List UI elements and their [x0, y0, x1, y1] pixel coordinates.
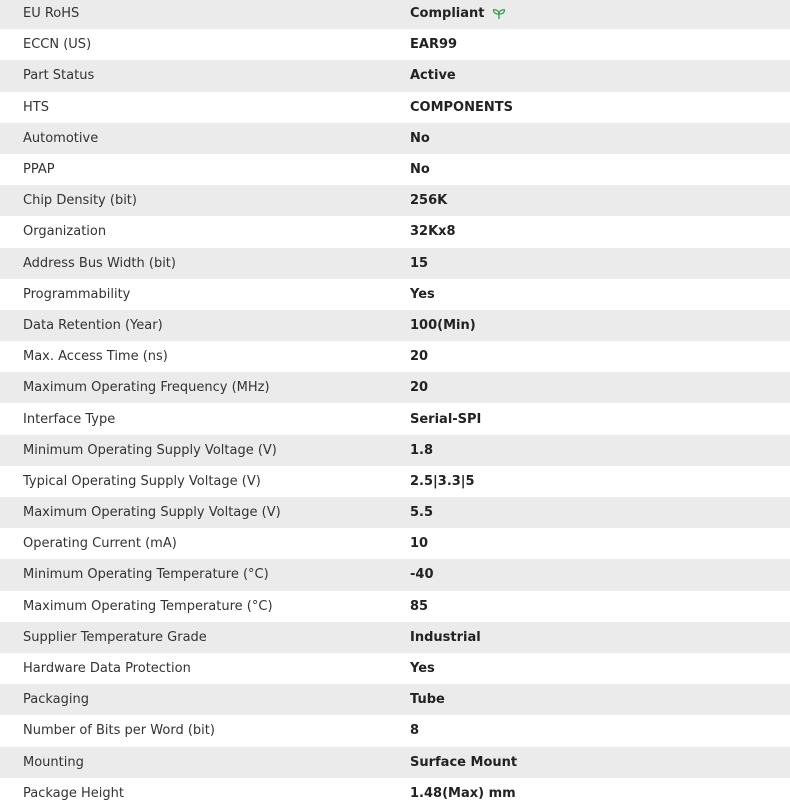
spec-row-max-access-time — [0, 341, 790, 372]
spec-value: Yes — [410, 661, 435, 677]
spec-row-max-supply-voltage — [0, 497, 790, 528]
spec-label: Organization — [23, 224, 107, 240]
spec-row-min-supply-voltage — [0, 435, 790, 466]
spec-label: Chip Density (bit) — [23, 193, 137, 209]
spec-value: Active — [410, 68, 456, 84]
spec-value: 32Kx8 — [410, 224, 456, 240]
spec-value: 20 — [410, 380, 429, 396]
spec-label: Maximum Operating Frequency (MHz) — [23, 380, 270, 396]
spec-label: EU RoHS — [23, 6, 80, 22]
spec-label: ECCN (US) — [23, 37, 92, 53]
leaf-icon — [492, 8, 506, 20]
spec-value: 8 — [410, 723, 420, 739]
spec-row-package-height — [0, 778, 790, 809]
spec-label: Package Height — [23, 785, 124, 801]
spec-row-supplier-temperature-grade — [0, 622, 790, 653]
spec-label: Packaging — [23, 692, 89, 708]
spec-label: HTS — [23, 99, 49, 115]
spec-label: Maximum Operating Temperature (°C) — [23, 598, 273, 614]
spec-value: 5.5 — [410, 505, 434, 521]
spec-value: 15 — [410, 255, 429, 271]
spec-label: Operating Current (mA) — [23, 536, 177, 552]
spec-value: No — [410, 130, 430, 146]
spec-value: 1.48(Max) mm — [410, 785, 516, 801]
spec-row-ppap — [0, 154, 790, 185]
spec-row-max-operating-frequency — [0, 372, 790, 403]
spec-row-hts — [0, 92, 790, 123]
spec-row-eccn — [0, 29, 790, 60]
spec-row-eu-rohs — [0, 0, 790, 29]
spec-value: Compliant — [410, 6, 485, 22]
spec-label: Data Retention (Year) — [23, 317, 163, 333]
spec-value: COMPONENTS — [410, 99, 513, 115]
spec-label: Programmability — [23, 286, 131, 302]
spec-label: Typical Operating Supply Voltage (V) — [23, 473, 261, 489]
spec-value: 1.8 — [410, 442, 434, 458]
spec-row-mounting — [0, 747, 790, 778]
spec-row-chip-density — [0, 185, 790, 216]
spec-row-address-bus-width — [0, 248, 790, 279]
spec-label: Max. Access Time (ns) — [23, 349, 168, 365]
spec-label: Interface Type — [23, 411, 116, 427]
spec-row-hardware-data-protection — [0, 653, 790, 684]
spec-row-min-operating-temperature — [0, 559, 790, 590]
spec-row-part-status — [0, 60, 790, 91]
spec-label: Address Bus Width (bit) — [23, 255, 176, 271]
spec-row-packaging — [0, 684, 790, 715]
spec-value: -40 — [410, 567, 434, 583]
spec-label: Mounting — [23, 754, 84, 770]
spec-row-data-retention — [0, 310, 790, 341]
spec-value: Yes — [410, 286, 435, 302]
spec-label: Supplier Temperature Grade — [23, 629, 207, 645]
spec-label: Number of Bits per Word (bit) — [23, 723, 215, 739]
spec-value: Surface Mount — [410, 754, 518, 770]
spec-value: 256K — [410, 193, 448, 209]
spec-value: Serial-SPI — [410, 411, 482, 427]
spec-row-operating-current — [0, 528, 790, 559]
spec-value: EAR99 — [410, 37, 458, 53]
spec-value: Tube — [410, 692, 445, 708]
spec-label: Minimum Operating Temperature (°C) — [23, 567, 269, 583]
spec-value: No — [410, 162, 430, 178]
spec-row-organization — [0, 216, 790, 247]
spec-row-bits-per-word — [0, 715, 790, 746]
spec-row-typical-supply-voltage — [0, 466, 790, 497]
spec-label: Minimum Operating Supply Voltage (V) — [23, 442, 277, 458]
spec-label: Hardware Data Protection — [23, 661, 191, 677]
spec-label: PPAP — [23, 162, 55, 178]
spec-value: 100(Min) — [410, 317, 476, 333]
spec-value: 85 — [410, 598, 429, 614]
spec-label: Part Status — [23, 68, 95, 84]
spec-value: 2.5|3.3|5 — [410, 473, 475, 489]
spec-label: Maximum Operating Supply Voltage (V) — [23, 505, 281, 521]
spec-label: Automotive — [23, 130, 99, 146]
spec-row-interface-type — [0, 403, 790, 434]
spec-row-automotive — [0, 123, 790, 154]
spec-row-programmability — [0, 279, 790, 310]
spec-value: Industrial — [410, 629, 481, 645]
spec-value-wrap — [388, 6, 506, 21]
spec-row-max-operating-temperature — [0, 591, 790, 622]
spec-value: 10 — [410, 536, 429, 552]
spec-value: 20 — [410, 349, 429, 365]
